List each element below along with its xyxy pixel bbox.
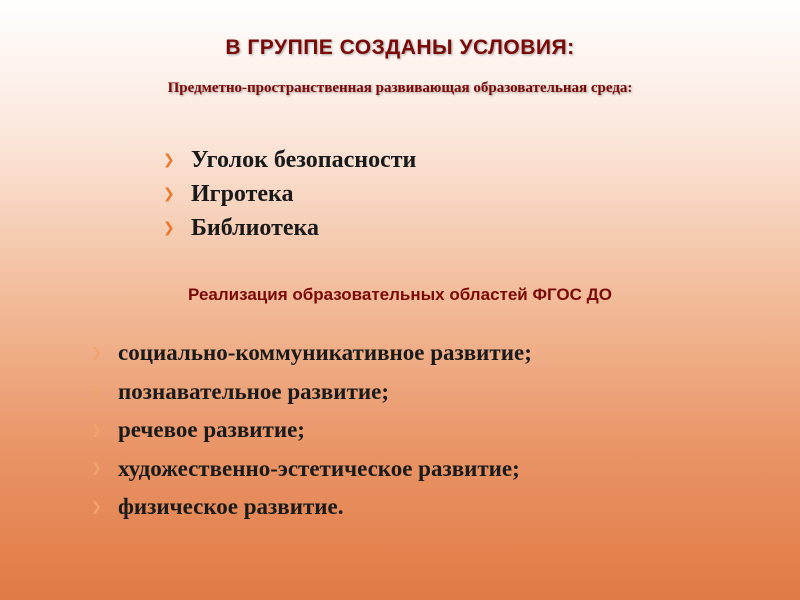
- list-item-label: познавательное развитие;: [118, 378, 389, 404]
- section-title: Реализация образовательных областей ФГОС ДО: [188, 285, 612, 304]
- areas-list: [91, 334, 532, 527]
- slide-title: В ГРУППЕ СОЗДАНЫ УСЛОВИЯ:: [225, 36, 575, 59]
- list-item: [163, 177, 416, 211]
- list-item: [91, 373, 532, 412]
- list-item-label: физическое развитие.: [118, 494, 344, 520]
- environment-list: [163, 143, 416, 245]
- list-item: [91, 411, 532, 450]
- list-item-label: социально-коммуникативное развитие;: [118, 340, 532, 366]
- list-item-label: Уголок безопасности: [191, 146, 417, 173]
- slide-subtitle: Предметно-пространственная развивающая образовательная среда:: [167, 80, 633, 96]
- list-item: [91, 334, 532, 373]
- chevron-bullet-icon: ❯: [91, 345, 102, 361]
- chevron-bullet-icon: ❯: [91, 461, 102, 477]
- list-item-label: Игротека: [191, 180, 294, 207]
- list-item: [91, 450, 532, 489]
- list-item: [163, 211, 416, 245]
- chevron-bullet-icon: ❯: [91, 384, 102, 400]
- chevron-bullet-icon: ❯: [163, 152, 175, 168]
- chevron-bullet-icon: ❯: [163, 186, 175, 202]
- chevron-bullet-icon: ❯: [91, 499, 102, 515]
- chevron-bullet-icon: ❯: [163, 220, 175, 236]
- list-item: [91, 488, 532, 527]
- list-item-label: художественно-эстетическое развитие;: [118, 455, 520, 481]
- chevron-bullet-icon: ❯: [91, 422, 102, 438]
- list-item: [163, 143, 416, 177]
- list-item-label: речевое развитие;: [118, 417, 305, 443]
- list-item-label: Библиотека: [191, 214, 319, 241]
